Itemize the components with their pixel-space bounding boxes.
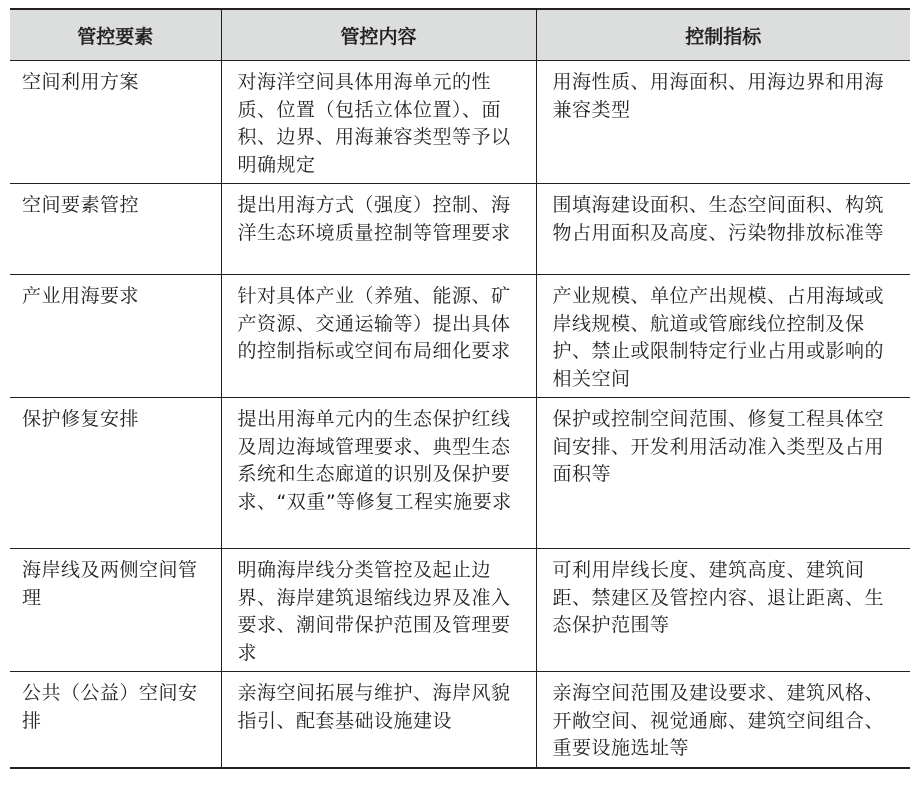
cell-indicator: 亲海空间范围及建设要求、建筑风格、开敞空间、视觉通廊、建筑空间组合、重要设施选址等 — [536, 672, 910, 768]
cell-indicator: 围填海建设面积、生态空间面积、构筑物占用面积及高度、污染物排放标准等 — [536, 184, 910, 275]
table-row — [10, 672, 910, 768]
cell-content: 对海洋空间具体用海单元的性质、位置（包括立体位置）、面积、边界、用海兼容类型等予以明确规定 — [221, 61, 536, 184]
table-row — [10, 184, 910, 275]
table-body — [10, 61, 910, 768]
cell-element: 公共（公益）空间安排 — [22, 682, 198, 732]
cell-content: 提出用海单元内的生态保护红线及周边海域管理要求、典型生态系统和生态廊道的识别及保护要求、“双重”等修复工程实施要求 — [221, 398, 536, 549]
cell-element: 保护修复安排 — [10, 398, 221, 549]
cell-content: 亲海空间拓展与维护、海岸风貌指引、配套基础设施建设 — [221, 672, 536, 768]
header-control-content: 管控内容 — [221, 9, 536, 61]
cell-element: 空间利用方案 — [10, 61, 221, 184]
cell-indicator: 可利用岸线长度、建筑高度、建筑间距、禁建区及管控内容、退让距离、生态保护范围等 — [536, 549, 910, 672]
cell-element: 产业用海要求 — [10, 275, 221, 398]
cell-element: 海岸线及两侧空间管理 — [10, 549, 221, 672]
cell-indicator: 用海性质、用海面积、用海边界和用海兼容类型 — [536, 61, 910, 184]
header-control-indicator: 控制指标 — [536, 9, 910, 61]
cell-content: 提出用海方式（强度）控制、海洋生态环境质量控制等管理要求 — [221, 184, 536, 275]
table-row — [10, 549, 910, 672]
control-table — [10, 8, 910, 769]
table-header — [10, 9, 910, 61]
cell-content: 针对具体产业（养殖、能源、矿产资源、交通运输等）提出具体的控制指标或空间布局细化要求 — [221, 275, 536, 398]
cell-content: 明确海岸线分类管控及起止边界、海岸建筑退缩线边界及准入要求、潮间带保护范围及管理要求 — [221, 549, 536, 672]
header-control-element: 管控要素 — [10, 9, 221, 61]
cell-element: 空间要素管控 — [10, 184, 221, 275]
table-row — [10, 398, 910, 549]
header-row — [10, 9, 910, 61]
table-row — [10, 275, 910, 398]
cell-indicator: 产业规模、单位产出规模、占用海域或岸线规模、航道或管廊线位控制及保护、禁止或限制特定行业占用或影响的相关空间 — [536, 275, 910, 398]
control-table-container — [10, 8, 910, 769]
table-row — [10, 61, 910, 184]
cell-indicator: 保护或控制空间范围、修复工程具体空间安排、开发利用活动准入类型及占用面积等 — [536, 398, 910, 549]
